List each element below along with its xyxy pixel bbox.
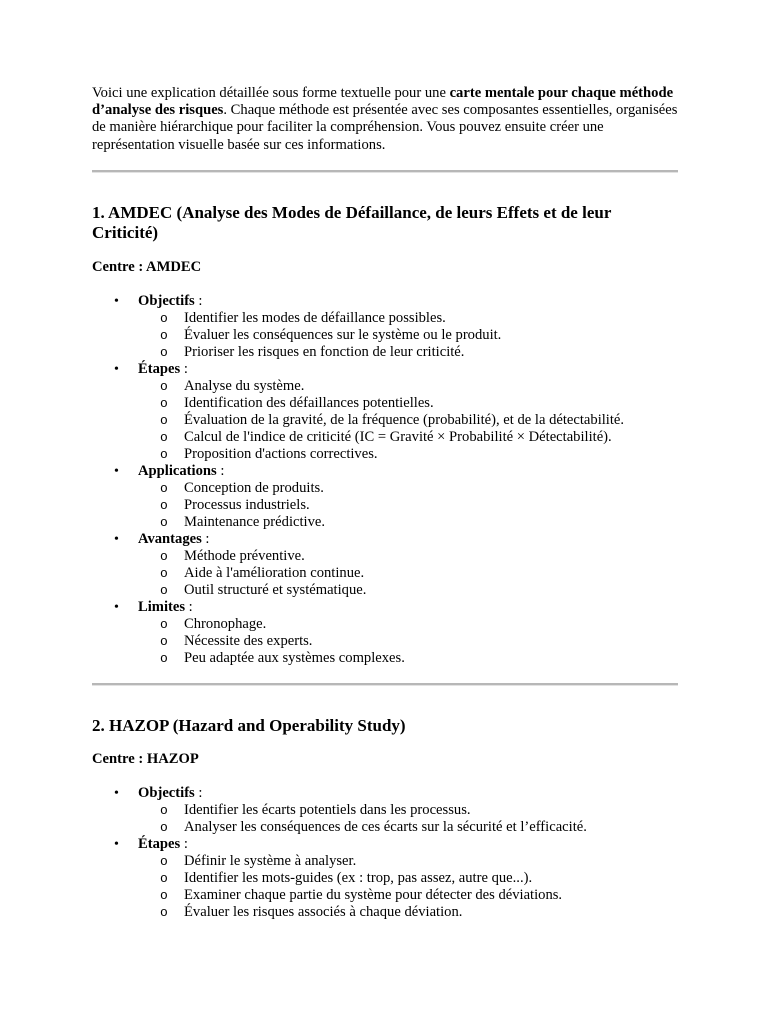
list-item: o Identification des défaillances potentielles.	[138, 395, 678, 412]
list-item: o Méthode préventive.	[138, 548, 678, 565]
list-group	[92, 599, 678, 667]
list-item: o Évaluation de la gravité, de la fréquence (probabilité), et de la détectabilité.	[138, 412, 678, 429]
list-group	[92, 836, 678, 921]
group-label: Étapes	[138, 360, 181, 377]
section-centre: Centre : AMDEC	[92, 258, 202, 275]
list-item: o Maintenance prédictive.	[138, 514, 678, 531]
group-label: Avantages	[138, 530, 202, 547]
list-item: o Évaluer les conséquences sur le système ou le produit.	[138, 327, 678, 344]
sub-list	[138, 378, 678, 463]
group-label: Étapes	[138, 836, 181, 853]
sub-list	[138, 548, 678, 599]
section-title: 1. AMDEC (Analyse des Modes de Défaillance, de leurs Effets et de leur Criticité)	[92, 202, 612, 243]
section-title: 2. HAZOP (Hazard and Operability Study)	[92, 715, 406, 735]
list-item: o Peu adaptée aux systèmes complexes.	[138, 650, 678, 667]
sub-list	[138, 480, 678, 531]
group-separator: :	[216, 462, 225, 479]
list-item: o Évaluer les risques associés à chaque déviation.	[138, 904, 678, 921]
sub-list	[138, 853, 678, 921]
list-item: o Nécessite des experts.	[138, 633, 678, 650]
list-item: o Définir le système à analyser.	[138, 853, 678, 870]
intro-text-2: . Chaque méthode est présentée avec ses composantes essentielles, organisées de manière hiérarchique pour faciliter la compréhension. Vous pouvez ensuite créer une représentation visuelle basée sur ces informations.	[92, 102, 678, 153]
group-separator: :	[185, 598, 193, 615]
horizontal-rule	[92, 170, 678, 173]
list-item: o Examiner chaque partie du système pour détecter des déviations.	[138, 887, 678, 904]
sub-list	[138, 616, 678, 667]
intro-paragraph	[92, 85, 678, 154]
list-group	[92, 785, 678, 836]
list-item: o Analyse du système.	[138, 378, 678, 395]
group-label: Objectifs	[138, 292, 195, 309]
section-list	[92, 785, 678, 921]
intro-text-1: Voici une explication détaillée sous forme textuelle pour une	[92, 85, 450, 101]
list-item: o Chronophage.	[138, 616, 678, 633]
list-item: o Outil structuré et systématique.	[138, 582, 678, 599]
section-list	[92, 293, 678, 667]
group-label: Applications	[138, 462, 217, 479]
list-item: o Conception de produits.	[138, 480, 678, 497]
list-item: o Prioriser les risques en fonction de leur criticité.	[138, 344, 678, 361]
sub-list	[138, 802, 678, 836]
section-centre: Centre : HAZOP	[92, 751, 199, 768]
group-separator: :	[180, 836, 188, 853]
list-group	[92, 531, 678, 599]
list-item: o Proposition d'actions correctives.	[138, 446, 678, 463]
list-item: o Processus industriels.	[138, 497, 678, 514]
list-group	[92, 361, 678, 463]
group-label: Objectifs	[138, 785, 195, 802]
group-separator: :	[180, 360, 188, 377]
list-group	[92, 293, 678, 361]
list-item: o Identifier les écarts potentiels dans les processus.	[138, 802, 678, 819]
list-item: o Calcul de l'indice de criticité (IC = Gravité × Probabilité × Détectabilité).	[138, 429, 678, 446]
document-page	[92, 85, 678, 921]
list-item: o Aide à l'amélioration continue.	[138, 565, 678, 582]
group-separator: :	[194, 785, 203, 802]
list-item: o Identifier les mots-guides (ex : trop, pas assez, autre que...).	[138, 870, 678, 887]
list-item: o Analyser les conséquences de ces écarts sur la sécurité et l’efficacité.	[138, 819, 678, 836]
group-separator: :	[201, 530, 210, 547]
group-separator: :	[194, 292, 203, 309]
sub-list	[138, 310, 678, 361]
list-item: o Identifier les modes de défaillance possibles.	[138, 310, 678, 327]
list-group	[92, 463, 678, 531]
group-label: Limites	[138, 598, 186, 615]
horizontal-rule	[92, 683, 678, 686]
intro-bold-text: carte mentale pour chaque méthode d’analyse des risques	[92, 85, 674, 119]
